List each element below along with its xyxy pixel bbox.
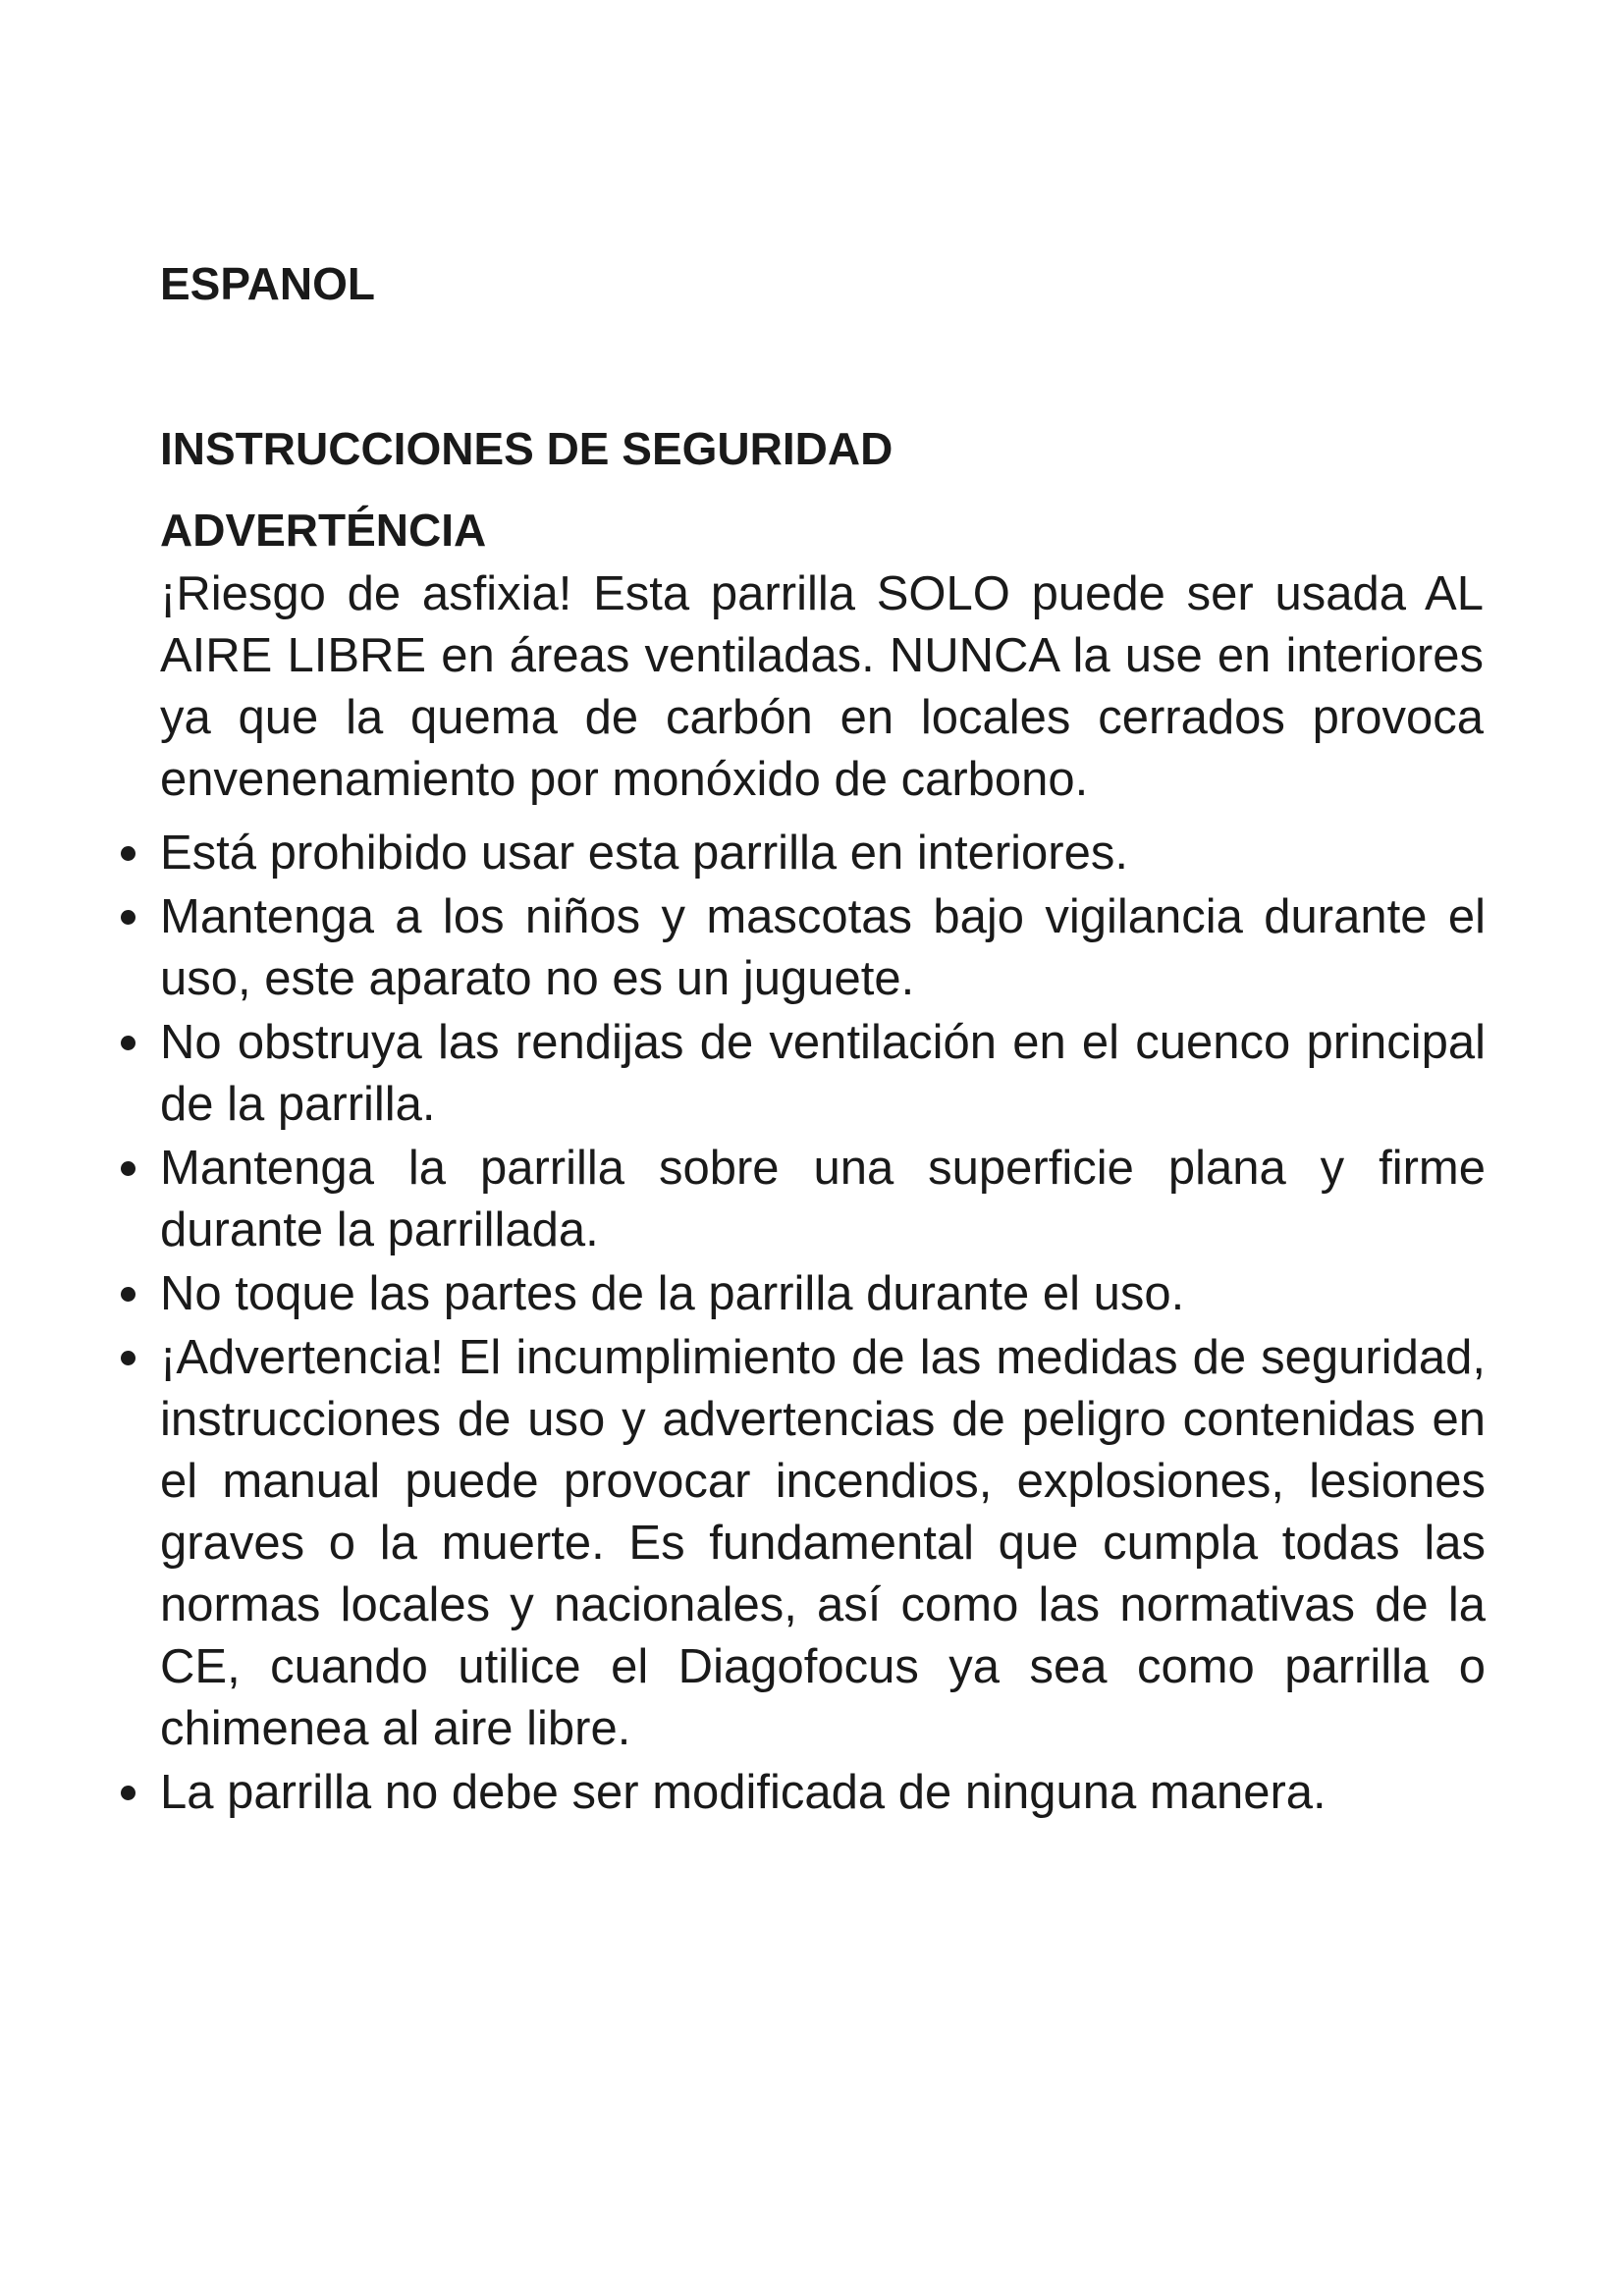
- section-heading: INSTRUCCIONES DE SEGURIDAD: [160, 423, 893, 474]
- list-item-text: Mantenga a los niños y mascotas bajo vigilancia durante el uso, este aparato no es un juguete.: [160, 890, 1486, 1005]
- warning-heading: ADVERTÉNCIA: [160, 505, 487, 556]
- bullet-icon: [121, 1351, 135, 1365]
- list-item: [113, 1263, 1507, 1325]
- list-item-text: No obstruya las rendijas de ventilación en el cuenco principal de la parrilla.: [160, 1016, 1486, 1131]
- list-item: [113, 1138, 1507, 1261]
- list-item: [113, 1762, 1507, 1824]
- bullet-icon: [121, 1786, 135, 1800]
- bullet-icon: [121, 1161, 135, 1176]
- safety-bullet-list: [113, 823, 1507, 1826]
- bullet-icon: [121, 1036, 135, 1050]
- list-item-text: ¡Advertencia! El incumplimiento de las medidas de seguridad, instrucciones de uso y advertencias de peligro contenidas en el manual puede provocar incendios, explosiones, lesiones graves o la muerte. Es fundamental que cumpla todas las normas locales y nacionales, así como las normativas de la CE, cuando utilice el Diagofocus ya sea como parrilla o chimenea al aire libre.: [160, 1331, 1486, 1755]
- list-item-text: Está prohibido usar esta parrilla en interiores.: [160, 827, 1128, 880]
- list-item: [113, 886, 1507, 1010]
- list-item-text: Mantenga la parrilla sobre una superficie plana y firme durante la parrillada.: [160, 1142, 1486, 1256]
- warning-paragraph: ¡Riesgo de asfixia! Esta parrilla SOLO puede ser usada AL AIRE LIBRE en áreas ventiladas. NUNCA la use en interiores ya que la quema de carbón en locales cerrados provoca envenenamiento por monóxido de carbono.: [160, 567, 1484, 806]
- list-item-text: La parrilla no debe ser modificada de ninguna manera.: [160, 1766, 1326, 1819]
- list-item: [113, 1327, 1507, 1760]
- bullet-icon: [121, 1287, 135, 1302]
- list-item-text: No toque las partes de la parrilla durante el uso.: [160, 1267, 1185, 1320]
- bullet-icon: [121, 910, 135, 925]
- list-item: [113, 823, 1507, 884]
- list-item: [113, 1012, 1507, 1136]
- language-heading: ESPANOL: [160, 258, 375, 309]
- bullet-icon: [121, 846, 135, 861]
